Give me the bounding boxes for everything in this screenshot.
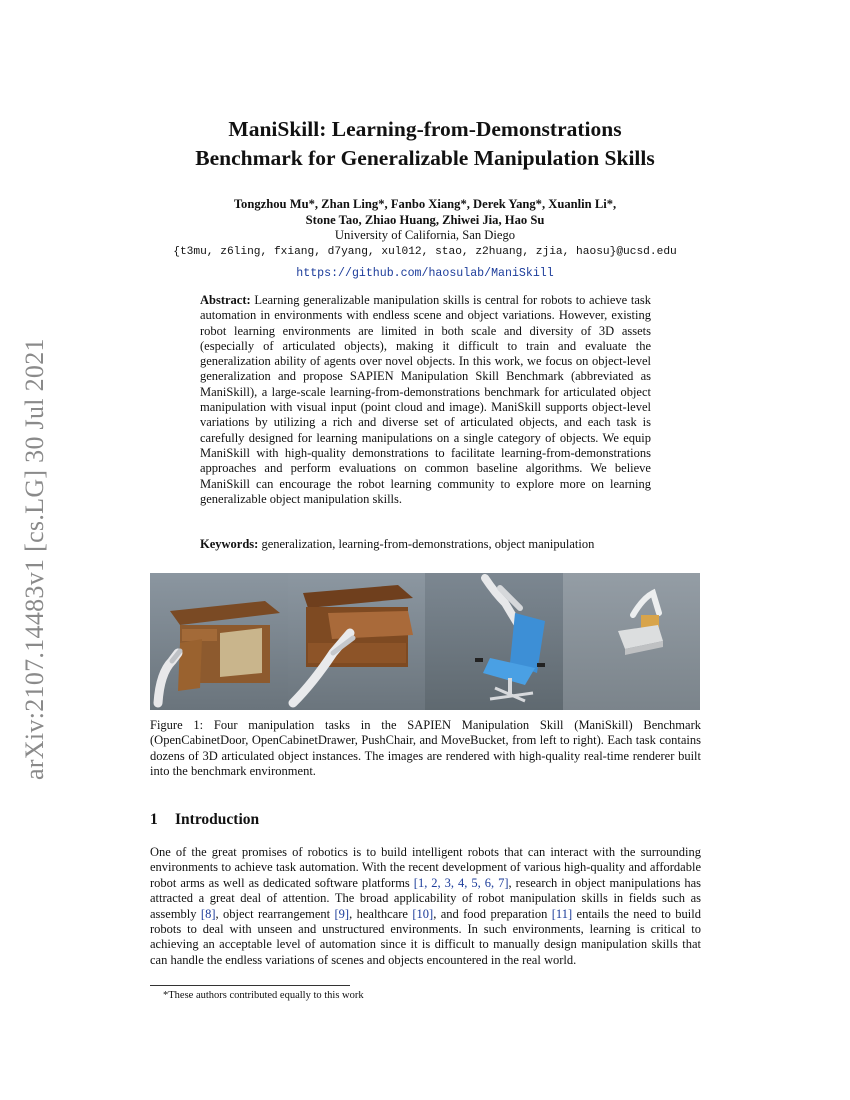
footnote: *These authors contributed equally to this work (163, 990, 364, 1001)
author-emails: {t3mu, z6ling, fxiang, d7yang, xul012, stao, z2huang, zjia, haosu}@ucsd.edu (173, 246, 677, 258)
citation-link[interactable]: [8] (200, 906, 216, 921)
section-heading (150, 811, 259, 829)
intro-text: , research in object manipulations has attracted a great deal of attention. The broad applicability of robot manipulation skills in fields such as assembly (150, 875, 701, 921)
move-bucket-image (563, 573, 701, 710)
intro-text: , object rearrangement (215, 906, 335, 921)
abstract-text: Learning generalizable manipulation skills is central for robots to achieve task automation in environments with endless scene and object variations. However, existing robot learning environments are limited in both scale and diversity of 3D assets (especially of articulated objects), making it difficult to train and evaluate the generalization ability of agents over novel objects. In this work, we focus on object-level generalization and propose SAPIEN Manipulation Skill Benchmark (abbreviated as ManiSkill), a large-scale learning-from-demonstrations benchmark for articulated object manipulation with visual input (point cloud and image). ManiSkill supports object-level variations by utilizing a rich and diverse set of articulated objects, and each task is carefully designed for learning manipulations on a single category of objects. We equip ManiSkill with high-quality demonstrations to facilitate learning-from-demonstrations approaches and perform evaluations on common baseline algorithms. We believe ManiSkill can encourage the robot learning community to explore more on learning generalizable object manipulation skills. (200, 293, 651, 506)
intro-text: , and food preparation (433, 906, 552, 921)
section-number: 1 (150, 811, 158, 828)
abstract-label: Abstract: (200, 293, 251, 307)
authors-line-1: Tongzhou Mu*, Zhan Ling*, Fanbo Xiang*, Derek Yang*, Xuanlin Li*, (233, 197, 617, 211)
repo-link[interactable]: https://github.com/haosulab/ManiSkill (296, 267, 554, 280)
keywords (200, 537, 651, 552)
title-line-1: ManiSkill: Learning-from-Demonstrations (228, 117, 622, 141)
arxiv-stamp: arXiv:2107.14483v1 [cs.LG] 30 Jul 2021 (20, 338, 49, 780)
authors-line-2: Stone Tao, Zhiao Huang, Zhiwei Jia, Hao Su (305, 213, 545, 227)
author-list (0, 196, 850, 228)
citation-link[interactable]: [11] (551, 906, 573, 921)
citation-link[interactable]: [9] (334, 906, 350, 921)
paper-title (0, 115, 850, 173)
figure-1-images (150, 573, 700, 710)
section-title: Introduction (175, 811, 260, 828)
footnote-rule (150, 985, 350, 986)
push-chair-image (425, 573, 563, 710)
keywords-label: Keywords: (200, 537, 259, 551)
open-cabinet-door-image (150, 573, 288, 710)
citation-link[interactable]: [10] (412, 906, 434, 921)
open-cabinet-drawer-image (288, 573, 426, 710)
keywords-text: generalization, learning-from-demonstrations, object manipulation (261, 537, 595, 551)
introduction-paragraph (150, 845, 701, 968)
figure-caption: Figure 1: Four manipulation tasks in the SAPIEN Manipulation Skill (ManiSkill) Benchmark (OpenCabinetDoor, OpenCabinetDrawer, PushChair, and MoveBucket, from left to right). Each task contains dozens of 3D articulated object instances. The images are rendered with high-quality real-time renderer built into the benchmark environment. (150, 718, 701, 778)
abstract (200, 293, 651, 507)
intro-text: entails the need to build robots to deal with unseen and unstructured environments. In such environments, learning is critical to achieving an acceptable level of automation since it is difficult to manually design manipulation skills that can handle the endless variations of scenes and objects encountered in the real world. (150, 906, 701, 967)
title-line-2: Benchmark for Generalizable Manipulation Skills (195, 146, 655, 170)
citation-link[interactable]: [1, 2, 3, 4, 5, 6, 7] (413, 875, 509, 890)
intro-text: , healthcare (349, 906, 413, 921)
intro-text: One of the great promises of robotics is to build intelligent robots that can interact with the surrounding environments to achieve task automation. With the recent development of various high-quality and affordable robot arms as well as dedicated software platforms (150, 845, 701, 890)
affiliation: University of California, San Diego (334, 228, 516, 242)
